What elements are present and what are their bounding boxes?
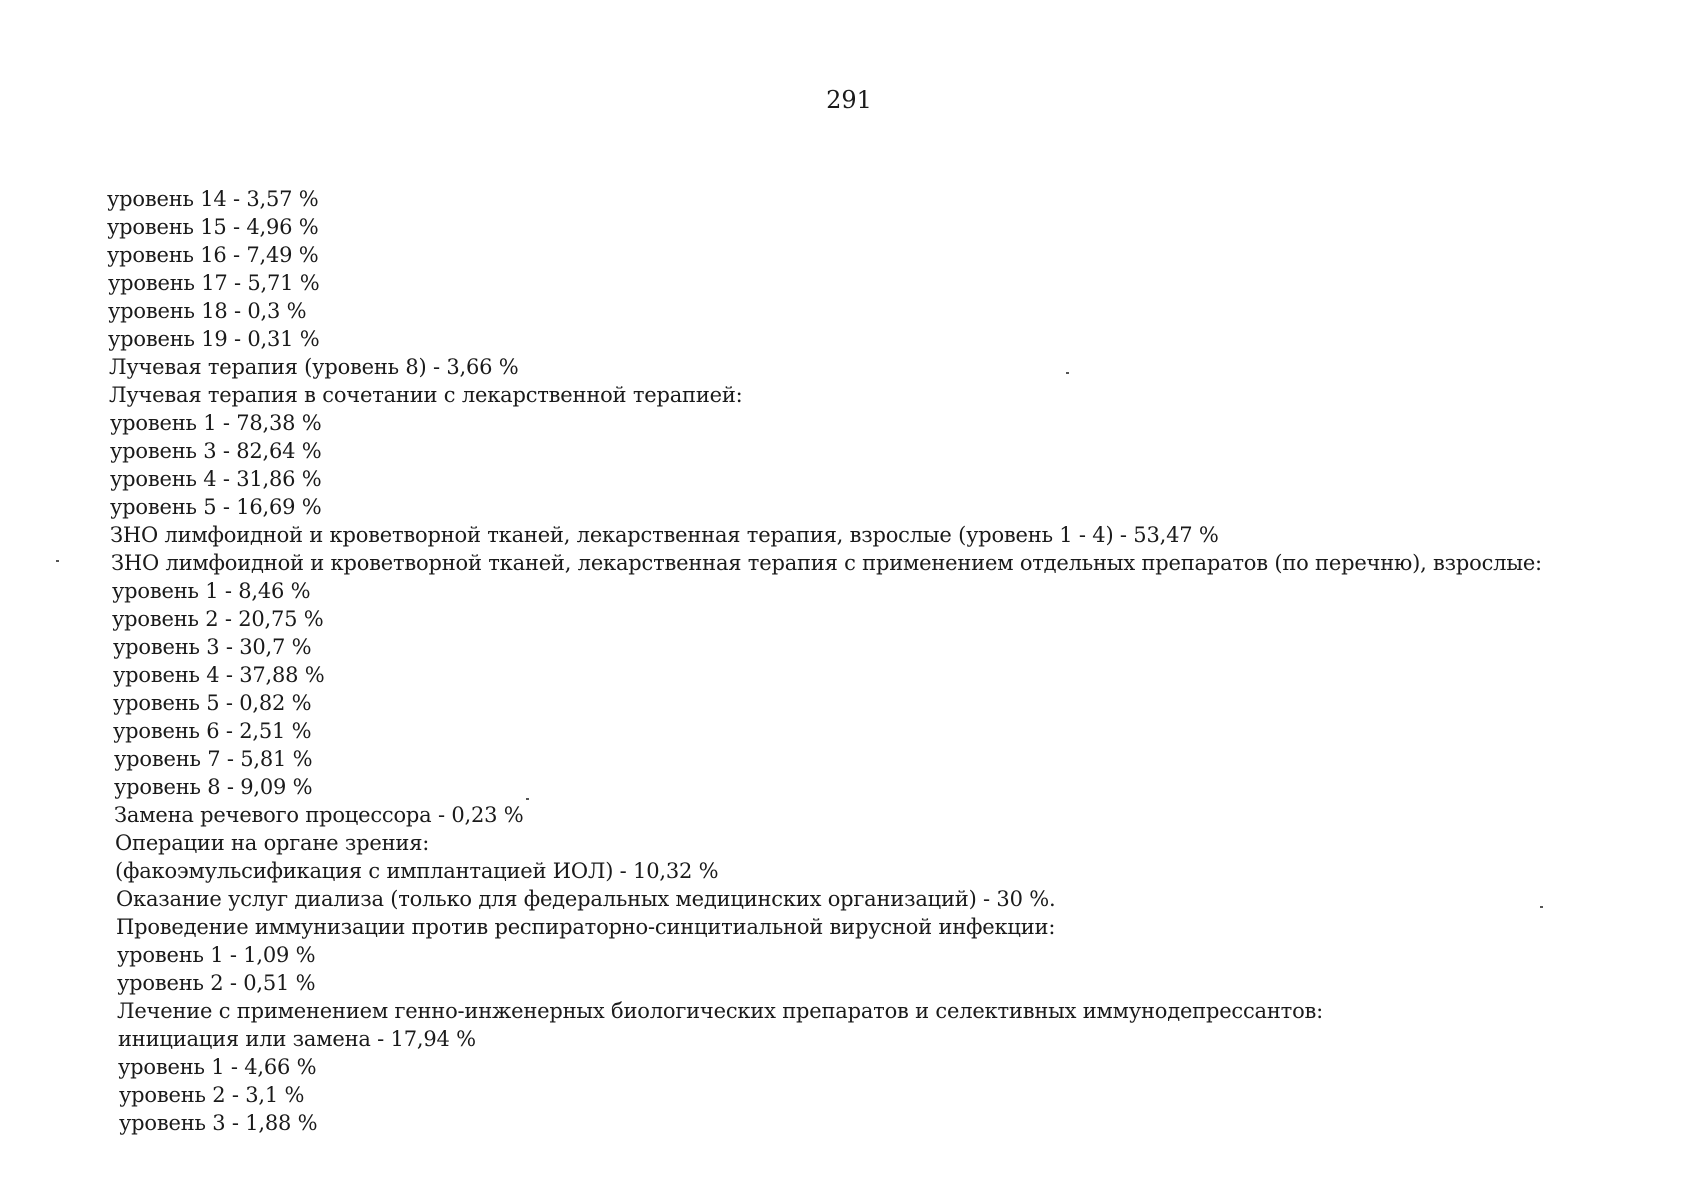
text-line: Замена речевого процессора - 0,23 % [114,803,524,827]
text-line: уровень 2 - 3,1 % [119,1083,305,1107]
text-line: Лучевая терапия в сочетании с лекарственной терапией: [109,383,743,407]
text-line: уровень 5 - 16,69 % [110,495,322,519]
text-line: уровень 3 - 1,88 % [119,1111,318,1135]
text-line: Лечение с применением генно-инженерных биологических препаратов и селективных иммунодепрессантов: [117,999,1324,1023]
text-line: уровень 19 - 0,31 % [108,327,320,351]
text-line: уровень 1 - 4,66 % [118,1055,317,1079]
text-line: уровень 2 - 20,75 % [112,607,324,631]
text-line: уровень 3 - 30,7 % [113,635,312,659]
text-line: Проведение иммунизации против респираторно-синцитиальной вирусной инфекции: [116,915,1056,939]
scan-speck [56,560,59,562]
text-line: уровень 1 - 8,46 % [112,579,311,603]
text-line: уровень 16 - 7,49 % [107,243,319,267]
text-line: уровень 15 - 4,96 % [107,215,319,239]
text-line: (факоэмульсификация с имплантацией ИОЛ) - 10,32 % [115,859,719,883]
text-line: Операции на органе зрения: [115,831,430,855]
page-number: 291 [826,86,872,114]
text-line: Оказание услуг диализа (только для федеральных медицинских организаций) - 30 %. [116,887,1056,911]
text-line: уровень 1 - 78,38 % [110,411,322,435]
scan-speck [1066,372,1069,374]
text-line: уровень 7 - 5,81 % [114,747,313,771]
text-line: ЗНО лимфоидной и кроветворной тканей, лекарственная терапия с применением отдельных препаратов (по перечню), взрослые: [111,551,1542,575]
text-line: уровень 4 - 37,88 % [113,663,325,687]
text-line: уровень 6 - 2,51 % [113,719,312,743]
text-line: уровень 8 - 9,09 % [114,775,313,799]
text-line: уровень 1 - 1,09 % [117,943,316,967]
text-line: уровень 14 - 3,57 % [107,187,319,211]
text-line: уровень 4 - 31,86 % [110,467,322,491]
text-line: уровень 17 - 5,71 % [108,271,320,295]
text-line: уровень 18 - 0,3 % [108,299,307,323]
text-line: ЗНО лимфоидной и кроветворной тканей, лекарственная терапия, взрослые (уровень 1 - 4) - 53,47 % [110,523,1219,547]
text-line: уровень 3 - 82,64 % [110,439,322,463]
text-line: уровень 2 - 0,51 % [117,971,316,995]
text-line: уровень 5 - 0,82 % [113,691,312,715]
text-line: инициация или замена - 17,94 % [118,1027,476,1051]
scan-speck [526,798,529,800]
text-line: Лучевая терапия (уровень 8) - 3,66 % [109,355,519,379]
scan-speck [1540,906,1543,908]
